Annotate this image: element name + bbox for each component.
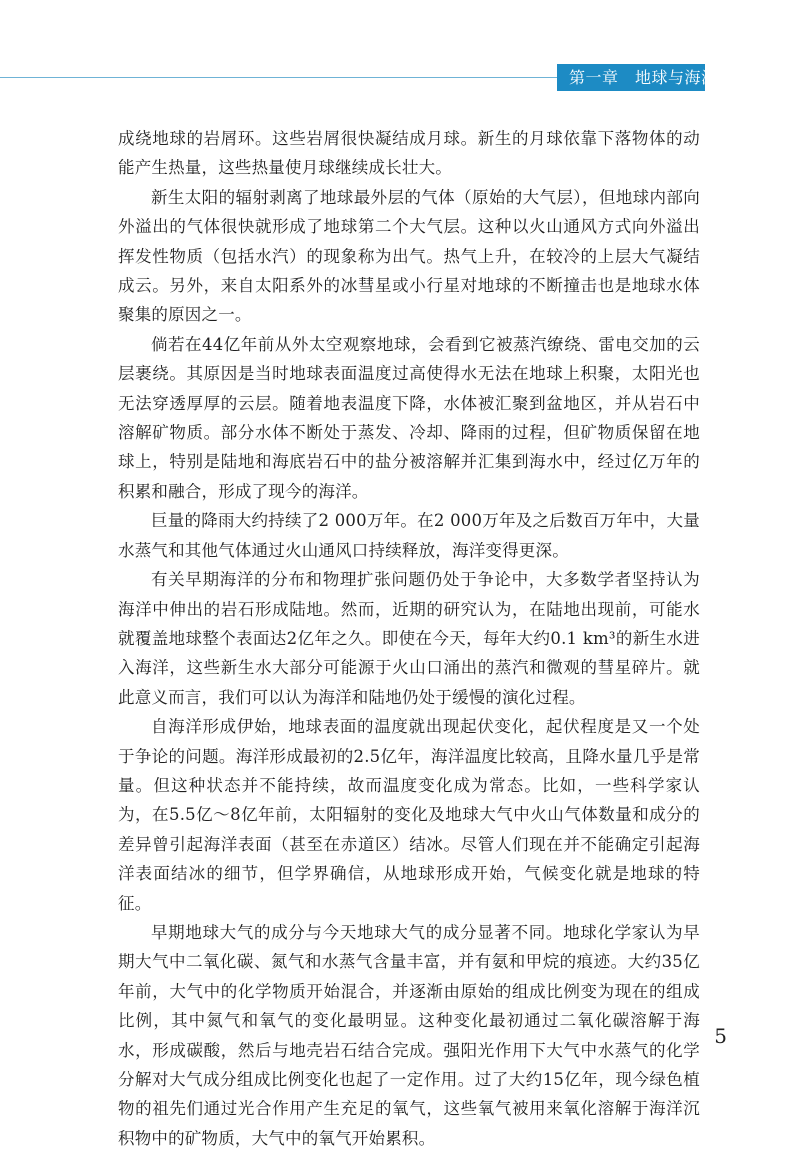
paragraph-7: 早期地球大气的成分与今天地球大气的成分显著不同。地球化学家认为早期大气中二氧化碳、氮气和水蒸气含量丰富，并有氨和甲烷的痕迹。大约35亿年前，大气中的化学物质开始混合，并逐渐由原始的组成比例变为现在的组成比例，其中氮气和氧气的变化最明显。这种变化最初通过二氧化碳溶解于海水，形成碳酸，然后与地壳岩石结合完成。强阳光作用下大气中水蒸气的化学分解对大气成分组成比例变化也起了一定作用。过了大约15亿年，现今绿色植物的祖先们通过光合作用产生充足的氧气，这些氧气被用来氧化溶解于海洋沉积物中的矿物质，大气中的氧气开始累积。 xyxy=(118,922,700,1148)
page-number: 5 xyxy=(714,1024,727,1048)
paragraph-5: 有关早期海洋的分布和物理扩张问题仍处于争论中，大多数学者坚持认为海洋中伸出的岩石形成陆地。然而，近期的研究认为，在陆地出现前，可能水就覆盖地球整个表面达2亿年之久。即使在今天，每年大约0.1 km³的新生水进入海洋，这些新生水大部分可能源于火山口涌出的蒸汽和微观的彗星碎片。就此意义而言，我们可以认为海洋和陆地仍处于缓慢的演化过程。 xyxy=(118,570,700,707)
body-text xyxy=(118,124,700,1153)
paragraph-6: 自海洋形成伊始，地球表面的温度就出现起伏变化，起伏程度是又一个处于争论的问题。海洋形成最初的2.5亿年，海洋温度比较高，且降水量几乎是常量。但这种状态并不能持续，故而温度变化成为常态。比如，一些科学家认为，在5.5亿～8亿年前，太阳辐射的变化及地球大气中火山气体数量和成分的差异曾引起海洋表面（甚至在赤道区）结冰。尽管人们现在并不能确定引起海洋表面结冰的细节，但学界确信，从地球形成开始，气候变化就是地球的特征。 xyxy=(118,717,700,913)
header-rule xyxy=(0,77,557,78)
paragraph-1: 成绕地球的岩屑环。这些岩屑很快凝结成月球。新生的月球依靠下落物体的动能产生热量，这些热量使月球继续成长壮大。 xyxy=(118,129,700,178)
chapter-header: 第一章 地球与海洋 xyxy=(557,64,705,91)
paragraph-2: 新生太阳的辐射剥离了地球最外层的气体（原始的大气层），但地球内部向外溢出的气体很快就形成了地球第二个大气层。这种以火山通风方式向外溢出挥发性物质（包括水汽）的现象称为出气。热气上升，在较冷的上层大气凝结成云。另外，来自太阳系外的冰彗星或小行星对地球的不断撞击也是地球水体聚集的原因之一。 xyxy=(118,187,700,325)
paragraph-4: 巨量的降雨大约持续了2 000万年。在2 000万年及之后数百万年中，大量水蒸气和其他气体通过火山通风口持续释放，海洋变得更深。 xyxy=(118,511,700,560)
paragraph-3: 倘若在44亿年前从外太空观察地球，会看到它被蒸汽缭绕、雷电交加的云层裹绕。其原因是当时地球表面温度过高使得水无法在地球上积聚，太阳光也无法穿透厚厚的云层。随着地表温度下降，水体被汇聚到盆地区，并从岩石中溶解矿物质。部分水体不断处于蒸发、冷却、降雨的过程，但矿物质保留在地球上，特别是陆地和海底岩石中的盐分被溶解并汇集到海水中，经过亿万年的积累和融合，形成了现今的海洋。 xyxy=(118,334,700,501)
